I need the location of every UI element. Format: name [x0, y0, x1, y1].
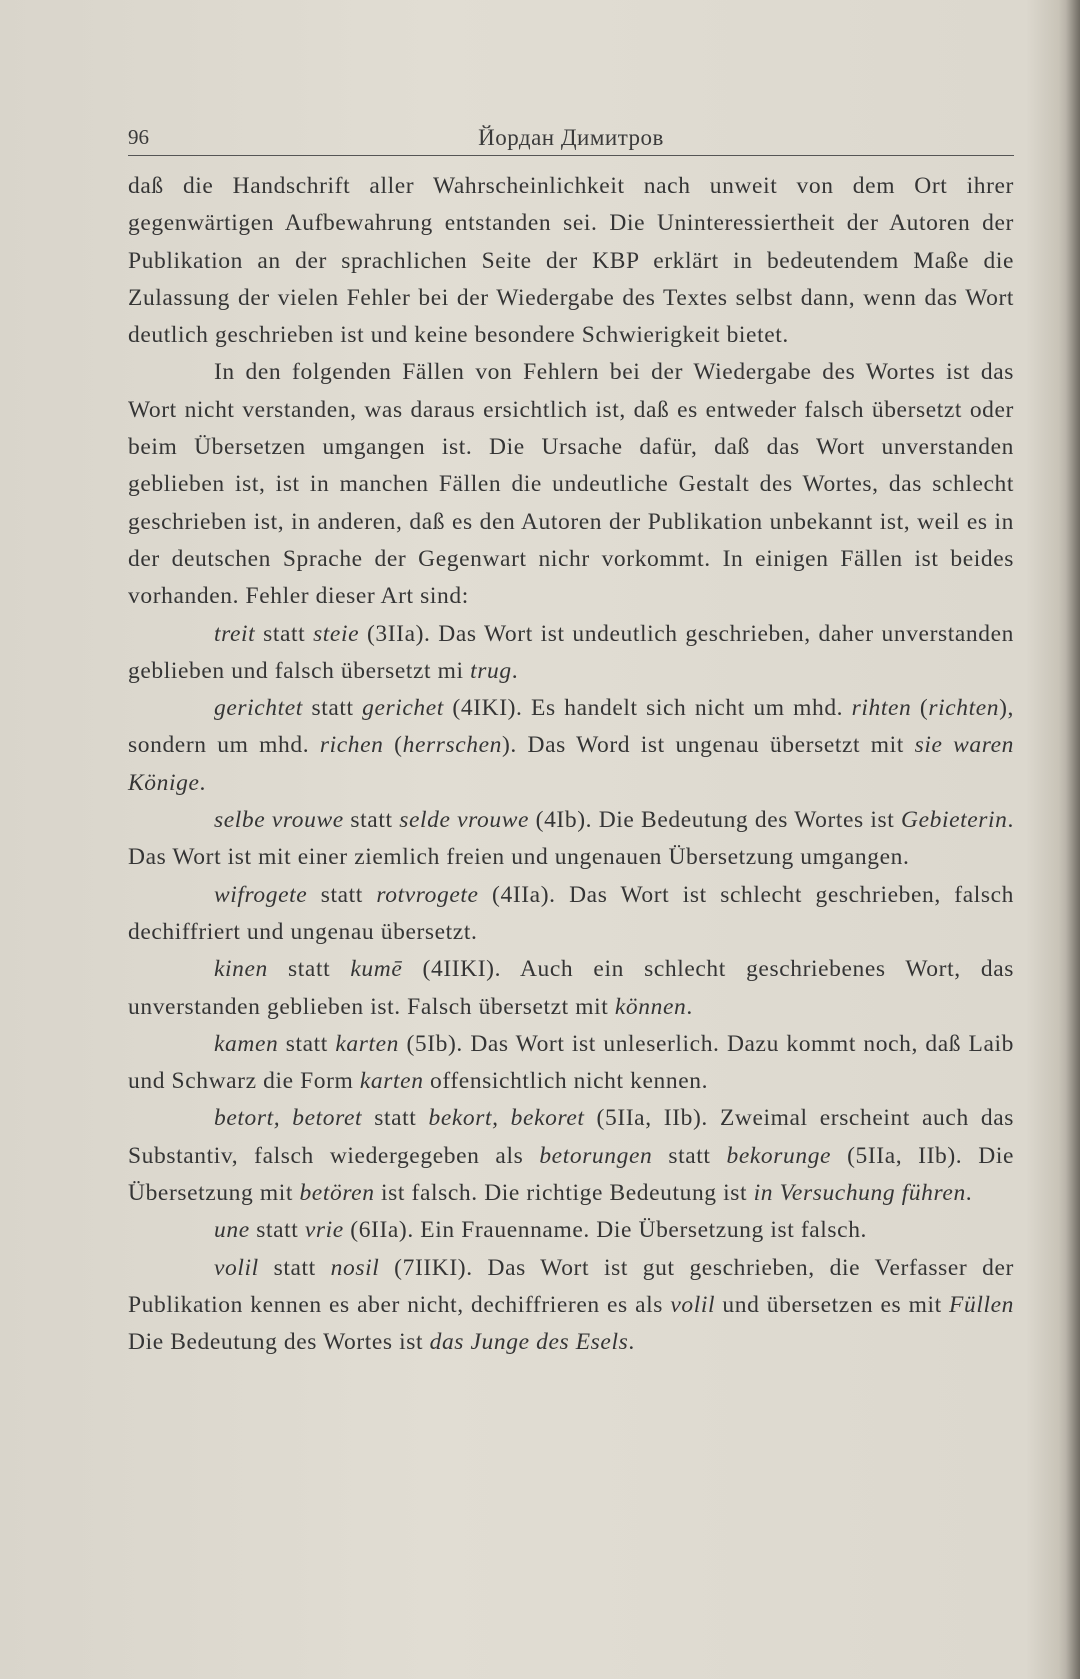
book-spine-shadow [1066, 0, 1080, 1679]
body-text [128, 168, 1014, 1362]
paragraph-2: In den folgenden Fällen von Fehlern bei der Wiedergabe des Wortes ist das Wort nicht verstanden, was daraus ersichtlich ist, daß es entweder falsch übersetzt oder beim Übersetzen umgangen ist. Die Ursache dafür, daß das Wort unverstanden geblieben ist, ist in manchen Fällen die undeutliche Gestalt des Wortes, das schlecht geschrieben ist, in anderen, daß es den Autoren der Publikation unbekannt ist, weil es in der deutschen Sprache der Gegenwart nichr vorkommt. In einigen Fällen ist beides vorhanden. Fehler dieser Art sind: [128, 359, 1014, 610]
paragraph-1: daß die Handschrift aller Wahrscheinlichkeit nach unweit von dem Ort ihrer gegenwärtigen Aufbewahrung entstanden sei. Die Uninteressiertheit der Autoren der Publikation an der sprachlichen Seite der KBP erklärt in bedeutendem Maße die Zulassung der vielen Fehler bei der Wiedergabe des Textes selbst dann, wenn das Wort deutlich geschrieben ist und keine besondere Schwierigkeit bietet. [128, 173, 1014, 349]
page-number: 96 [128, 125, 149, 149]
error-entry-une: une statt vrie (6IIa). Ein Frauenname. Die Übersetzung ist falsch. [214, 1217, 868, 1244]
error-entry-wifrogete: wifrogete statt rotvrogete (4IIa). Das Wort ist schlecht geschrieben, falsch dechiffriert und ungenau übersetzt. [128, 881, 1014, 945]
error-entry-betort: betort, betoret statt bekort, bekoret (5IIa, IIb). Zweimal erscheint auch das Substantiv, falsch wiedergegeben als betorungen statt bekorunge (5IIa, IIb). Die Übersetzung mit betören ist falsch. Die richtige Bedeutung ist in Versuchung führen. [128, 1105, 1014, 1207]
error-entry-selbe-vrouwe: selbe vrouwe statt selde vrouwe (4Ib). Die Bedeutung des Wortes ist Gebieterin. Das Wort ist mit einer ziemlich freien und ungenauen Übersetzung umgangen. [128, 807, 1014, 871]
error-entry-kamen: kamen statt karten (5Ib). Das Wort ist unleserlich. Dazu kommt noch, daß Laib und Schwarz die Form karten offensichtlich nicht kennen. [128, 1030, 1014, 1095]
error-entry-kinen: kinen statt kumē (4IIKI). Auch ein schlecht geschriebenes Wort, das unverstanden geblieben ist. Falsch übersetzt mit können. [128, 956, 1014, 1020]
page-header [128, 123, 1014, 156]
error-entry-volil: volil statt nosil (7IIKI). Das Wort ist gut geschrieben, die Verfasser der Publikation kennen es aber nicht, dechiffrieren es als volil und übersetzen es mit Füllen Die Bedeutung des Wortes ist das Junge des Esels. [128, 1254, 1014, 1356]
running-title: Йордан Димитров [478, 125, 664, 150]
error-entry-gerichtet: gerichtet statt gerichet (4IKI). Es handelt sich nicht um mhd. rihten (richten), sondern um mhd. richen (herrschen). Das Word ist ungenau übersetzt mit sie waren Könige. [128, 695, 1015, 796]
error-entry-treit: treit statt steie (3IIa). Das Wort ist undeutlich geschrieben, daher unverstanden geblieben und falsch übersetzt mi trug. [128, 620, 1014, 684]
